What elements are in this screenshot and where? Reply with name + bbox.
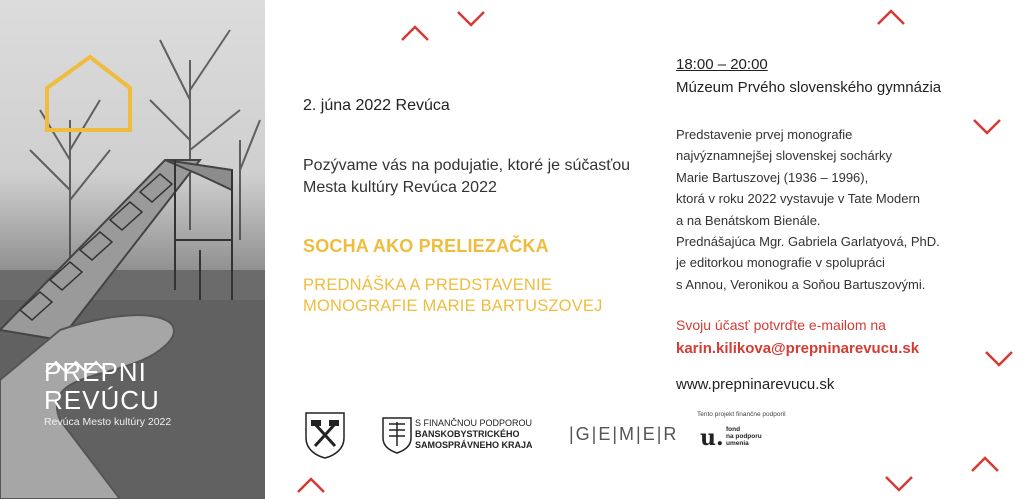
event-subtitle bbox=[303, 275, 603, 317]
event-venue: Múzeum Prvého slovenského gymnázia bbox=[676, 79, 942, 96]
brand-line1: PREPNI bbox=[44, 357, 147, 387]
funding-line3: SAMOSPRÁVNEHO KRAJA bbox=[415, 440, 533, 450]
chevron-up-icon bbox=[400, 24, 430, 42]
fpu-line1: fond bbox=[726, 426, 741, 433]
event-subtitle-line1: PREDNÁŠKA A PREDSTAVENIE bbox=[303, 276, 553, 294]
event-date-place: 2. júna 2022 Revúca bbox=[303, 97, 450, 114]
funding-line1: S FINANČNOU PODPOROU bbox=[415, 418, 533, 428]
brand-line2: REVÚCU bbox=[44, 385, 160, 415]
region-crest-icon bbox=[381, 416, 413, 454]
brand-block bbox=[44, 358, 171, 428]
support-note: Tento projekt finančne podporil bbox=[697, 411, 786, 418]
description-line: Predstavenie prvej monografie bbox=[676, 127, 853, 142]
event-invitation: Pozývame vás na podujatie, ktoré je súčasťou Mesta kultúry Revúca 2022 bbox=[303, 157, 631, 196]
fpu-line2: na podporu bbox=[726, 433, 762, 440]
event-description bbox=[676, 124, 940, 295]
description-line: Marie Bartuszovej (1936 – 1996), bbox=[676, 169, 869, 185]
event-subtitle-line2: MONOGRAFIE MARIE BARTUSZOVEJ bbox=[303, 297, 603, 315]
brand-subtitle: Revúca Mesto kultúry 2022 bbox=[44, 416, 172, 428]
fpu-line3: umenia bbox=[726, 440, 749, 447]
description-line: a na Benátskom Bienále. bbox=[676, 212, 821, 228]
website-link[interactable]: www.prepninarevucu.sk bbox=[676, 376, 835, 393]
confirm-text: Svoju účasť potvrďte e-mailom na bbox=[676, 317, 886, 333]
description-line: s Annou, Veronikou a Soňou Bartuszovými. bbox=[676, 276, 926, 292]
chevron-up-icon bbox=[876, 8, 906, 26]
gemer-logo: |G|E|M|E|R bbox=[569, 424, 679, 444]
event-time: 18:00 – 20:00 bbox=[676, 56, 768, 73]
coat-of-arms-icon bbox=[303, 410, 347, 460]
hero-photo bbox=[0, 0, 265, 499]
chevron-down-icon bbox=[972, 118, 1002, 136]
chevron-up-icon bbox=[970, 455, 1000, 473]
description-line: je editorkou monografie v spolupráci bbox=[676, 255, 885, 271]
zigzag-icon bbox=[44, 360, 114, 374]
event-title: SOCHA AKO PRELIEZAČKA bbox=[303, 236, 549, 256]
chevron-up-icon bbox=[296, 476, 326, 494]
fpu-logo-mark: u. bbox=[700, 425, 724, 451]
chevron-down-icon bbox=[984, 350, 1014, 368]
description-line: Prednášajúca Mgr. Gabriela Garlatyová, PhD. bbox=[676, 234, 940, 250]
funding-text bbox=[415, 418, 533, 451]
chevron-down-icon bbox=[884, 475, 914, 493]
description-line: najvýznamnejšej slovenskej sochárky bbox=[676, 148, 893, 164]
chevron-down-icon bbox=[456, 10, 486, 28]
funding-line2: BANSKOBYSTRICKÉHO bbox=[415, 429, 520, 439]
fpu-logo-text bbox=[726, 426, 762, 447]
email-link[interactable]: karin.kilikova@prepninarevucu.sk bbox=[676, 340, 920, 357]
description-line: ktorá v roku 2022 vystavuje v Tate Modern bbox=[676, 191, 920, 207]
